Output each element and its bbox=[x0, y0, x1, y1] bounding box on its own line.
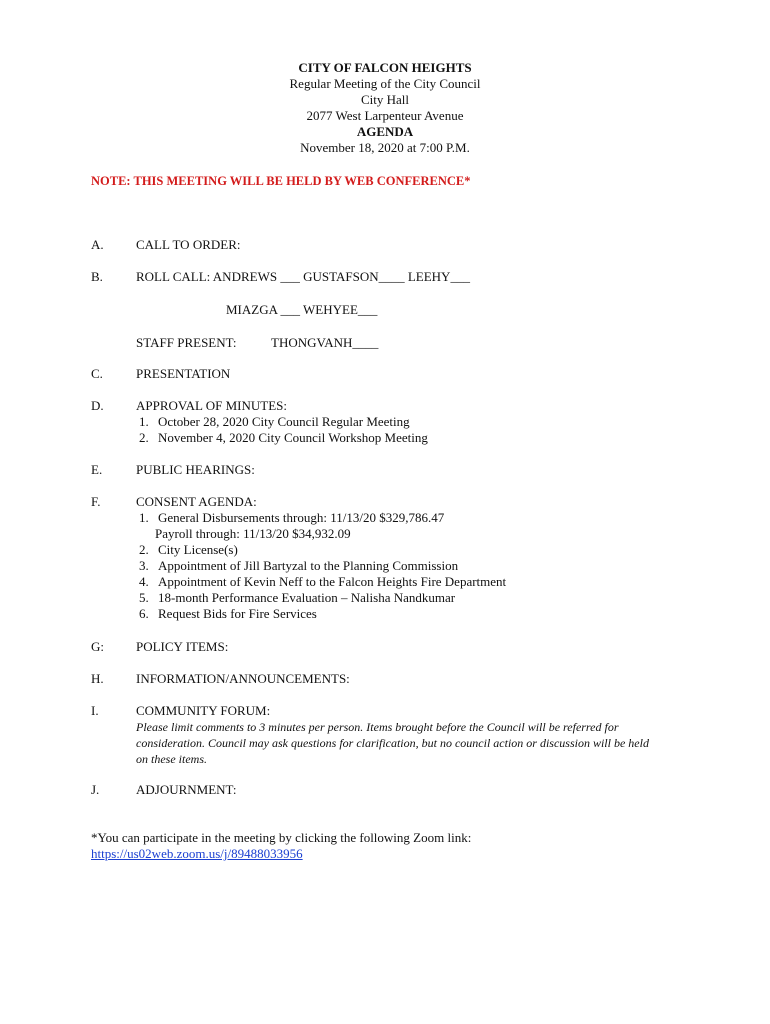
roll-call-line-2: MIAZGA ___ WEHYEE___ bbox=[226, 302, 378, 317]
item-letter: D. bbox=[91, 398, 104, 413]
item-label: POLICY ITEMS: bbox=[136, 639, 229, 654]
list-item: 1. General Disbursements through: 11/13/20 $329,786.47 bbox=[139, 510, 445, 525]
zoom-link[interactable]: https://us02web.zoom.us/j/89488033956 bbox=[91, 846, 303, 861]
item-letter: I. bbox=[91, 703, 99, 718]
list-item: 6. Request Bids for Fire Services bbox=[139, 606, 317, 621]
consent-list bbox=[139, 510, 506, 622]
list-item: 2. City License(s) bbox=[139, 542, 238, 557]
city-name: CITY OF FALCON HEIGHTS bbox=[298, 60, 472, 75]
list-item: 2. November 4, 2020 City Council Workshop Meeting bbox=[139, 430, 428, 445]
community-forum-note: Please limit comments to 3 minutes per person. Items brought before the Council will be referred for consideration. Council may ask questions for clarification, but no council action or discussion will be held on these items. bbox=[136, 720, 649, 766]
list-item: Payroll through: 11/13/20 $34,932.09 bbox=[155, 526, 351, 541]
item-label: APPROVAL OF MINUTES: bbox=[136, 398, 287, 413]
zoom-footer bbox=[91, 830, 471, 862]
item-label: CALL TO ORDER: bbox=[136, 237, 241, 252]
list-item: 5. 18-month Performance Evaluation – Nalisha Nandkumar bbox=[139, 590, 456, 605]
web-conference-note: NOTE: THIS MEETING WILL BE HELD BY WEB CONFERENCE* bbox=[91, 174, 471, 188]
item-label: PRESENTATION bbox=[136, 366, 231, 381]
zoom-instructions: *You can participate in the meeting by clicking the following Zoom link: bbox=[91, 830, 472, 845]
item-letter: H. bbox=[91, 671, 104, 686]
item-letter: C. bbox=[91, 366, 103, 381]
agenda-header bbox=[0, 60, 770, 156]
staff-present-names: THONGVANH____ bbox=[271, 335, 379, 350]
item-label: CONSENT AGENDA: bbox=[136, 494, 257, 509]
item-letter: F. bbox=[91, 494, 101, 509]
item-label: ADJOURNMENT: bbox=[136, 782, 237, 797]
minutes-list bbox=[139, 414, 428, 446]
address: 2077 West Larpenteur Avenue bbox=[306, 108, 464, 123]
venue: City Hall bbox=[360, 92, 410, 107]
item-letter: E. bbox=[91, 462, 103, 477]
staff-present-label: STAFF PRESENT: bbox=[136, 335, 237, 350]
list-item: 1. October 28, 2020 City Council Regular Meeting bbox=[139, 414, 410, 429]
item-label: INFORMATION/ANNOUNCEMENTS: bbox=[136, 671, 350, 686]
agenda-title: AGENDA bbox=[356, 124, 414, 139]
list-item: 4. Appointment of Kevin Neff to the Falcon Heights Fire Department bbox=[139, 574, 507, 589]
item-letter: J. bbox=[91, 782, 100, 797]
meeting-type: Regular Meeting of the City Council bbox=[289, 76, 481, 91]
item-label: PUBLIC HEARINGS: bbox=[136, 462, 255, 477]
meeting-datetime: November 18, 2020 at 7:00 P.M. bbox=[300, 140, 470, 155]
item-letter: B. bbox=[91, 269, 103, 284]
item-letter: A. bbox=[91, 237, 104, 252]
roll-call-line-1: ROLL CALL: ANDREWS ___ GUSTAFSON____ LEEHY___ bbox=[136, 269, 470, 284]
list-item: 3. Appointment of Jill Bartyzal to the Planning Commission bbox=[139, 558, 459, 573]
item-letter: G: bbox=[91, 639, 104, 654]
item-label: COMMUNITY FORUM: bbox=[136, 703, 271, 718]
